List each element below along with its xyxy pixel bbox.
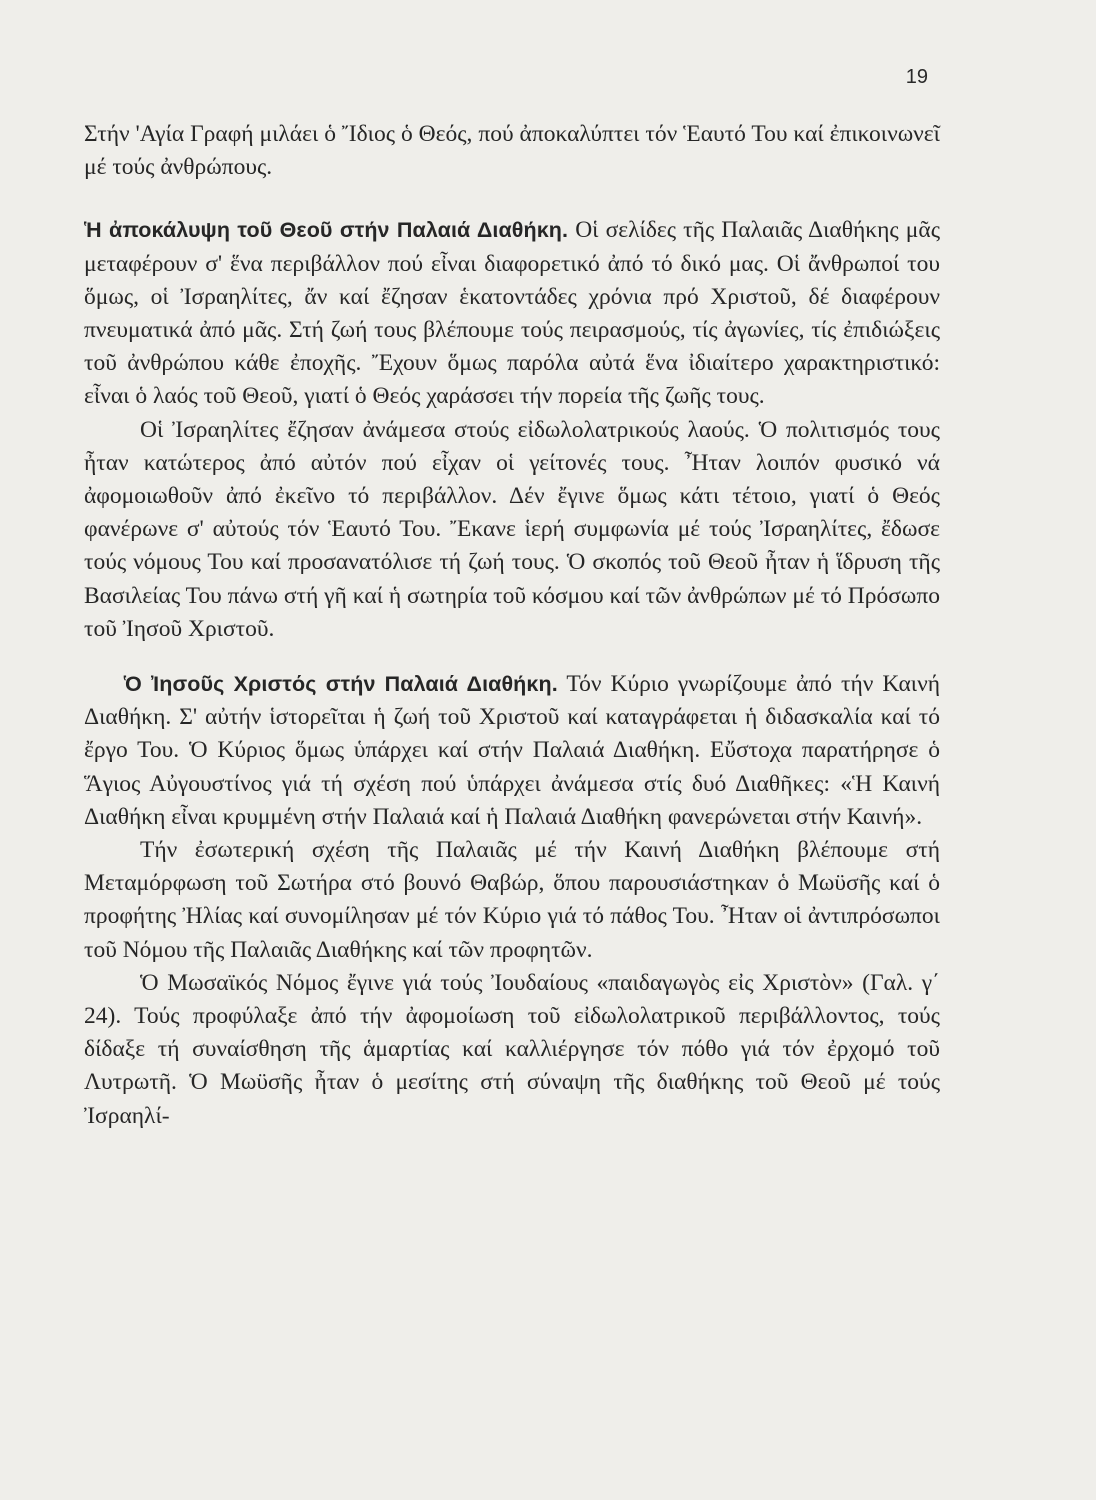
page-body: [84, 118, 940, 1133]
section-text-1: Οἱ σελίδες τῆς Παλαιᾶς Διαθήκης μᾶς μεταφέρουν σ' ἕνα περιβάλλον πού εἶναι διαφορετικό ἀπό τό δικό μας. Οἱ ἄνθρωποί του ὅμως, οἱ Ἰσραηλίτες, ἄν καί ἔζησαν ἑκατοντάδες χρόνια πρό Χριστοῦ, δέ διαφέρουν πνευματικά ἀπό μᾶς. Στή ζωή τους βλέπουμε τούς πειρασμούς, τίς ἀγωνίες, τίς ἐπιδιώξεις τοῦ ἀνθρώπου κάθε ἐποχῆς. Ἔχουν ὅμως παρόλα αὐτά ἕνα ἰδιαίτερο χαρακτηριστικό: εἶναι ὁ λαός τοῦ Θεοῦ, γιατί ὁ Θεός χαράσσει τήν πορεία τῆς ζωῆς τους.: [84, 217, 940, 410]
section-text-2: Τόν Κύριο γνωρίζουμε ἀπό τήν Καινή Διαθήκη. Σ' αὐτήν ἱστορεῖται ἡ ζωή τοῦ Χριστοῦ καί καταγράφεται ἡ διδασκαλία καί τό ἔργο Του. Ὁ Κύριος ὅμως ὑπάρχει καί στήν Παλαιά Διαθήκη. Εὔστοχα παρατήρησε ὁ Ἅγιος Αὐγουστίνος γιά τή σχέση πού ὑπάρχει ἀνάμεσα στίς δυό Διαθῆκες: «Ἡ Καινή Διαθήκη εἶναι κρυμμένη στήν Παλαιά καί ἡ Παλαιά Διαθήκη φανερώνεται στήν Καινή».: [84, 671, 941, 830]
section-heading-2: Ὁ Ἰησοῦς Χριστός στήν Παλαιά Διαθήκη.: [124, 672, 558, 697]
body-paragraph-2: Οἱ Ἰσραηλίτες ἔζησαν ἀνάμεσα στούς εἰδωλολατρικούς λαούς. Ὁ πολιτισμός τους ἦταν κατώτερος ἀπό αὐτόν πού εἶχαν οἱ γείτονές τους. Ἦταν λοιπόν φυσικό νά ἀφομοιωθοῦν ἀπό ἐκεῖνο τό περιβάλλον. Δέν ἔγινε ὅμως κάτι τέτοιο, γιατί ὁ Θεός φανέρωνε σ' αὐτούς τόν Ἑαυτό Του. Ἔκανε ἱερή συμφωνία μέ τούς Ἰσραηλίτες, ἔδωσε τούς νόμους Του καί προσανατόλισε τή ζωή τους. Ὁ σκοπός τοῦ Θεοῦ ἦταν ἡ ἵδρυση τῆς Βασιλείας Του πάνω στή γῆ καί ἡ σωτηρία τοῦ κόσμου καί τῶν ἀνθρώπων μέ τό Πρόσωπο τοῦ Ἰησοῦ Χριστοῦ.: [84, 416, 940, 642]
section-heading-1: Ἡ ἀποκάλυψη τοῦ Θεοῦ στήν Παλαιά Διαθήκη.: [84, 218, 569, 243]
body-paragraph-4: Τήν ἐσωτερική σχέση τῆς Παλαιᾶς μέ τήν Καινή Διαθήκη βλέπουμε στή Μεταμόρφωση τοῦ Σωτήρα στό βουνό Θαβώρ, ὅπου παρουσιάστηκαν ὁ Μωϋσῆς καί ὁ προφήτης Ἠλίας καί συνομίλησαν μέ τόν Κύριο γιά τό πάθος Του. Ἦταν οἱ ἀντιπρόσωποι τοῦ Νόμου τῆς Παλαιᾶς Διαθήκης καί τῶν προφητῶν.: [84, 837, 940, 963]
page-number: 19: [905, 66, 928, 88]
section-paragraph-2: [84, 668, 940, 834]
body-paragraph-5: Ὁ Μωσαϊκός Νόμος ἔγινε γιά τούς Ἰουδαίους «παιδαγωγὸς εἰς Χριστὸν» (Γαλ. γ΄ 24). Τούς προφύλαξε ἀπό τήν ἀφομοίωση τοῦ εἰδωλολατρικοῦ περιβάλλοντος, τούς δίδαξε τή συναίσθηση τῆς ἁμαρτίας καί καλλιέργησε τόν πόθο γιά τόν ἐρχομό τοῦ Λυτρωτῆ. Ὁ Μωϋσῆς ἦταν ὁ μεσίτης στή σύναψη τῆς διαθήκης τοῦ Θεοῦ μέ τούς Ἰσραηλί-: [84, 969, 940, 1129]
section-paragraph-1: [84, 214, 940, 413]
intro-paragraph: Στήν 'Αγία Γραφή μιλάει ὁ Ἴδιος ὁ Θεός, πού ἀποκαλύπτει τόν Ἑαυτό Του καί ἐπικοινωνεῖ μέ τούς ἀνθρώπους.: [84, 121, 940, 181]
